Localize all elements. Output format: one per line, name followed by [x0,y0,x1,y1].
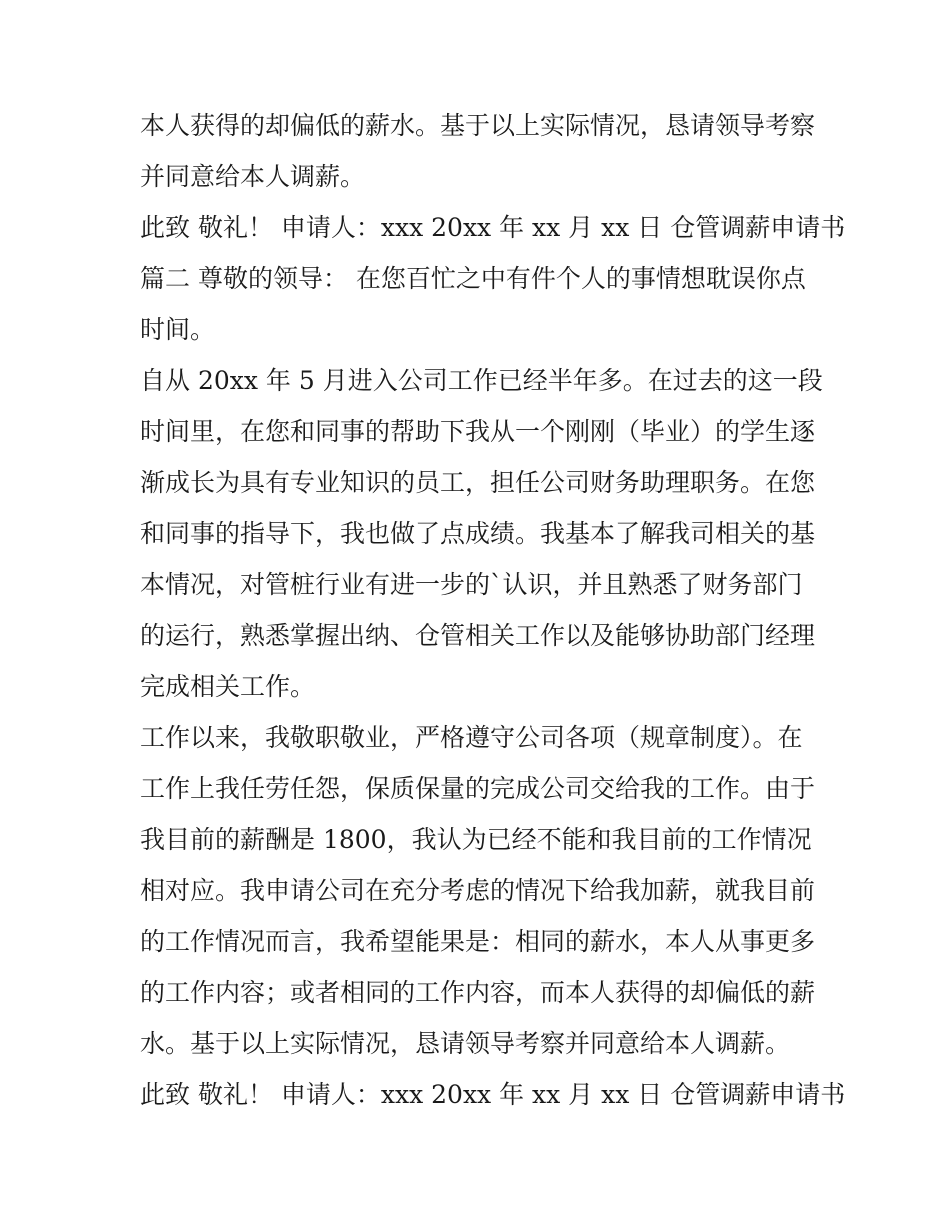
text-line: 的运行，熟悉掌握出纳、仓管相关工作以及能够协助部门经理 [140,621,816,650]
text-line: 和同事的指导下，我也做了点成绩。我基本了解我司相关的基 [140,519,816,548]
text-line: 完成相关工作。 [140,672,316,701]
text-line: 本人获得的却偏低的薪水。基于以上实际情况，恳请领导考察 [140,111,816,140]
text-line: 时间里，在您和同事的帮助下我从一个刚刚（毕业）的学生逐 [140,417,816,446]
text-line: 时间。 [140,315,216,344]
text-line: 的工作内容；或者相同的工作内容，而本人获得的却偏低的薪 [140,978,816,1007]
text-line: 我目前的薪酬是 1800，我认为已经不能和我目前的工作情况 [140,825,812,854]
text-line: 的工作情况而言，我希望能果是：相同的薪水，本人从事更多 [140,927,816,956]
text-line: 本情况，对管桩行业有进一步的`认识，并且熟悉了财务部门 [140,570,803,599]
text-line: 并同意给本人调薪。 [140,162,366,191]
document-body [140,100,846,1120]
text-line: 工作上我任劳任怨，保质保量的完成公司交给我的工作。由于 [140,774,816,803]
text-line: 渐成长为具有专业知识的员工，担任公司财务助理职务。在您 [140,468,816,497]
text-line: 自从 20xx 年 5 月进入公司工作已经半年多。在过去的这一段 [140,366,823,395]
text-line: 工作以来，我敬职敬业，严格遵守公司各项（规章制度）。在 [140,723,803,752]
text-line: 篇二 尊敬的领导： 在您百忙之中有件个人的事情想耽误你点 [140,264,806,293]
text-line: 水。基于以上实际情况，恳请领导考察并同意给本人调薪。 [140,1029,791,1058]
text-line: 此致 敬礼！ 申请人：xxx 20xx 年 xx 月 xx 日 仓管调薪申请书 [140,1080,846,1109]
text-line: 相对应。我申请公司在充分考虑的情况下给我加薪，就我目前 [140,876,816,905]
text-line: 此致 敬礼！ 申请人：xxx 20xx 年 xx 月 xx 日 仓管调薪申请书 [140,213,846,242]
